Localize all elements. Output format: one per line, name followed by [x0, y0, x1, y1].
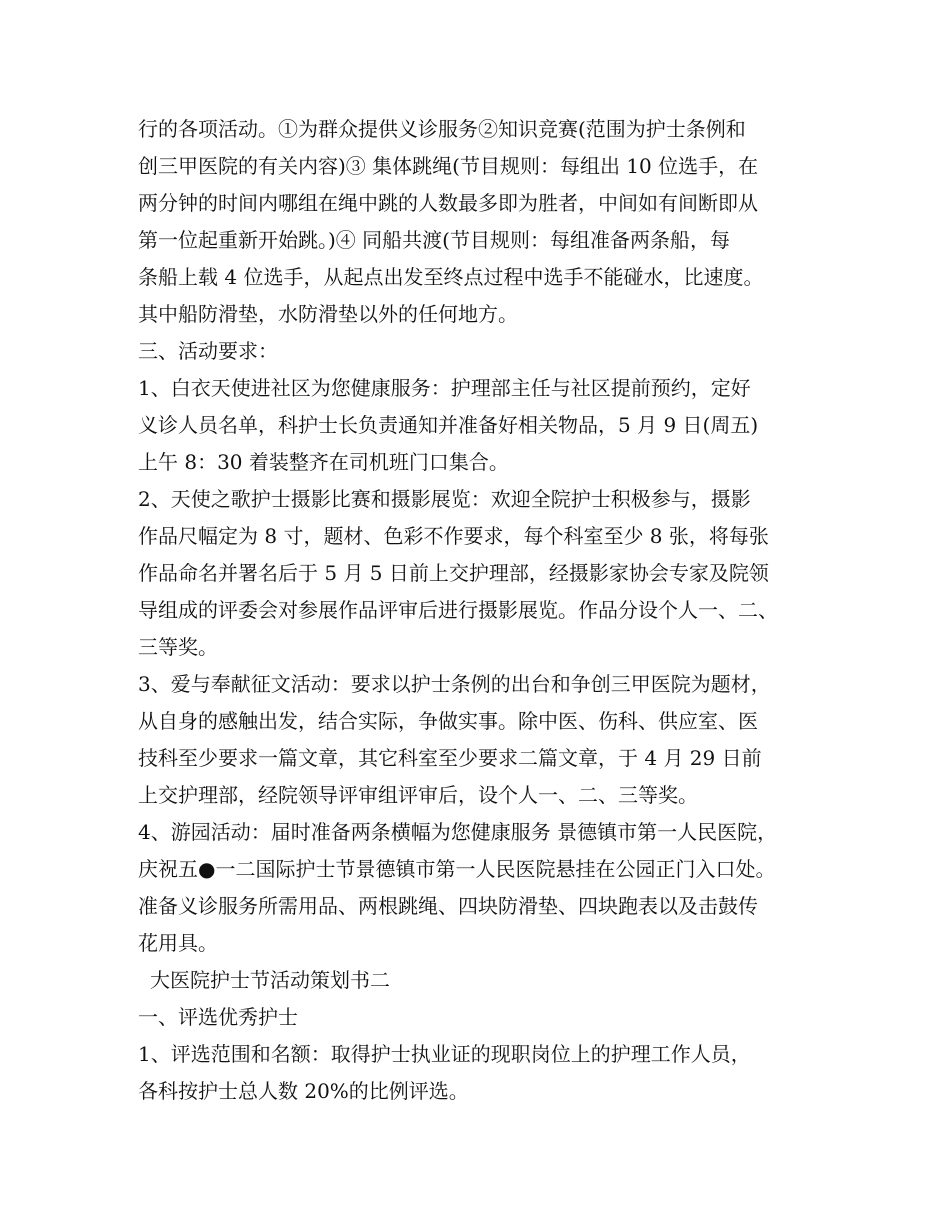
text-line: 各科按护士总人数 20%的比例评选。 — [138, 1079, 469, 1103]
text-line: 作品尺幅定为 8 寸，题材、色彩不作要求，每个科室至少 8 张，将每张 — [138, 524, 769, 548]
text-line: 上交护理部，经院领导评审组评审后，设个人一、二、三等奖。 — [138, 783, 698, 807]
text-line: 创三甲医院的有关内容)③ 集体跳绳(节目规则：每组出 10 位选手，在 — [138, 154, 759, 178]
text-line: 1、白衣天使进社区为您健康服务：护理部主任与社区提前预约，定好 — [138, 376, 751, 400]
text-line: 2、天使之歌护士摄影比赛和摄影展览：欢迎全院护士积极参与，摄影 — [138, 487, 751, 511]
text-line: 条船上载 4 位选手，从起点出发至终点过程中选手不能碰水，比速度。 — [138, 265, 764, 289]
text-line: 其中船防滑垫，水防滑垫以外的任何地方。 — [138, 302, 518, 326]
text-line: 准备义诊服务所需用品、两根跳绳、四块防滑垫、四块跑表以及击鼓传 — [138, 894, 758, 918]
text-line: 义诊人员名单，科护士长负责通知并准备好相关物品，5 月 9 日(周五) — [138, 413, 759, 437]
document-body — [138, 111, 828, 1110]
text-line: 3、爱与奉献征文活动：要求以护士条例的出台和争创三甲医院为题材， — [138, 672, 771, 696]
text-line: 花用具。 — [138, 931, 218, 955]
section-heading: 三、活动要求： — [138, 339, 278, 363]
text-line: 行的各项活动。①为群众提供义诊服务②知识竞赛(范围为护士条例和 — [138, 117, 746, 141]
text-line: 从自身的感触出发，结合实际，争做实事。除中医、伤科、供应室、医 — [138, 709, 758, 733]
text-line: 上午 8：30 着装整齐在司机班门口集合。 — [138, 450, 509, 474]
text-line: 导组成的评委会对参展作品评审后进行摄影展览。作品分设个人一、二、 — [138, 598, 778, 622]
text-line: 第一位起重新开始跳。)④ 同船共渡(节目规则：每组准备两条船，每 — [138, 228, 730, 252]
text-line: 三等奖。 — [138, 635, 218, 659]
text-line: 4、游园活动：届时准备两条横幅为您健康服务 景德镇市第一人民医院， — [138, 820, 778, 844]
section-heading: 一、评选优秀护士 — [138, 1005, 298, 1029]
document-subtitle: 大医院护士节活动策划书二 — [150, 968, 390, 992]
text-line: 1、评选范围和名额：取得护士执业证的现职岗位上的护理工作人员， — [138, 1042, 751, 1066]
text-line: 技科至少要求一篇文章，其它科室至少要求二篇文章，于 4 月 29 日前 — [138, 746, 762, 770]
text-line: 作品命名并署名后于 5 月 5 日前上交护理部，经摄影家协会专家及院领 — [138, 561, 769, 585]
text-line: 庆祝五●一二国际护士节景德镇市第一人民医院悬挂在公园正门入口处。 — [138, 857, 776, 881]
text-line: 两分钟的时间内哪组在绳中跳的人数最多即为胜者，中间如有间断即从 — [138, 191, 758, 215]
